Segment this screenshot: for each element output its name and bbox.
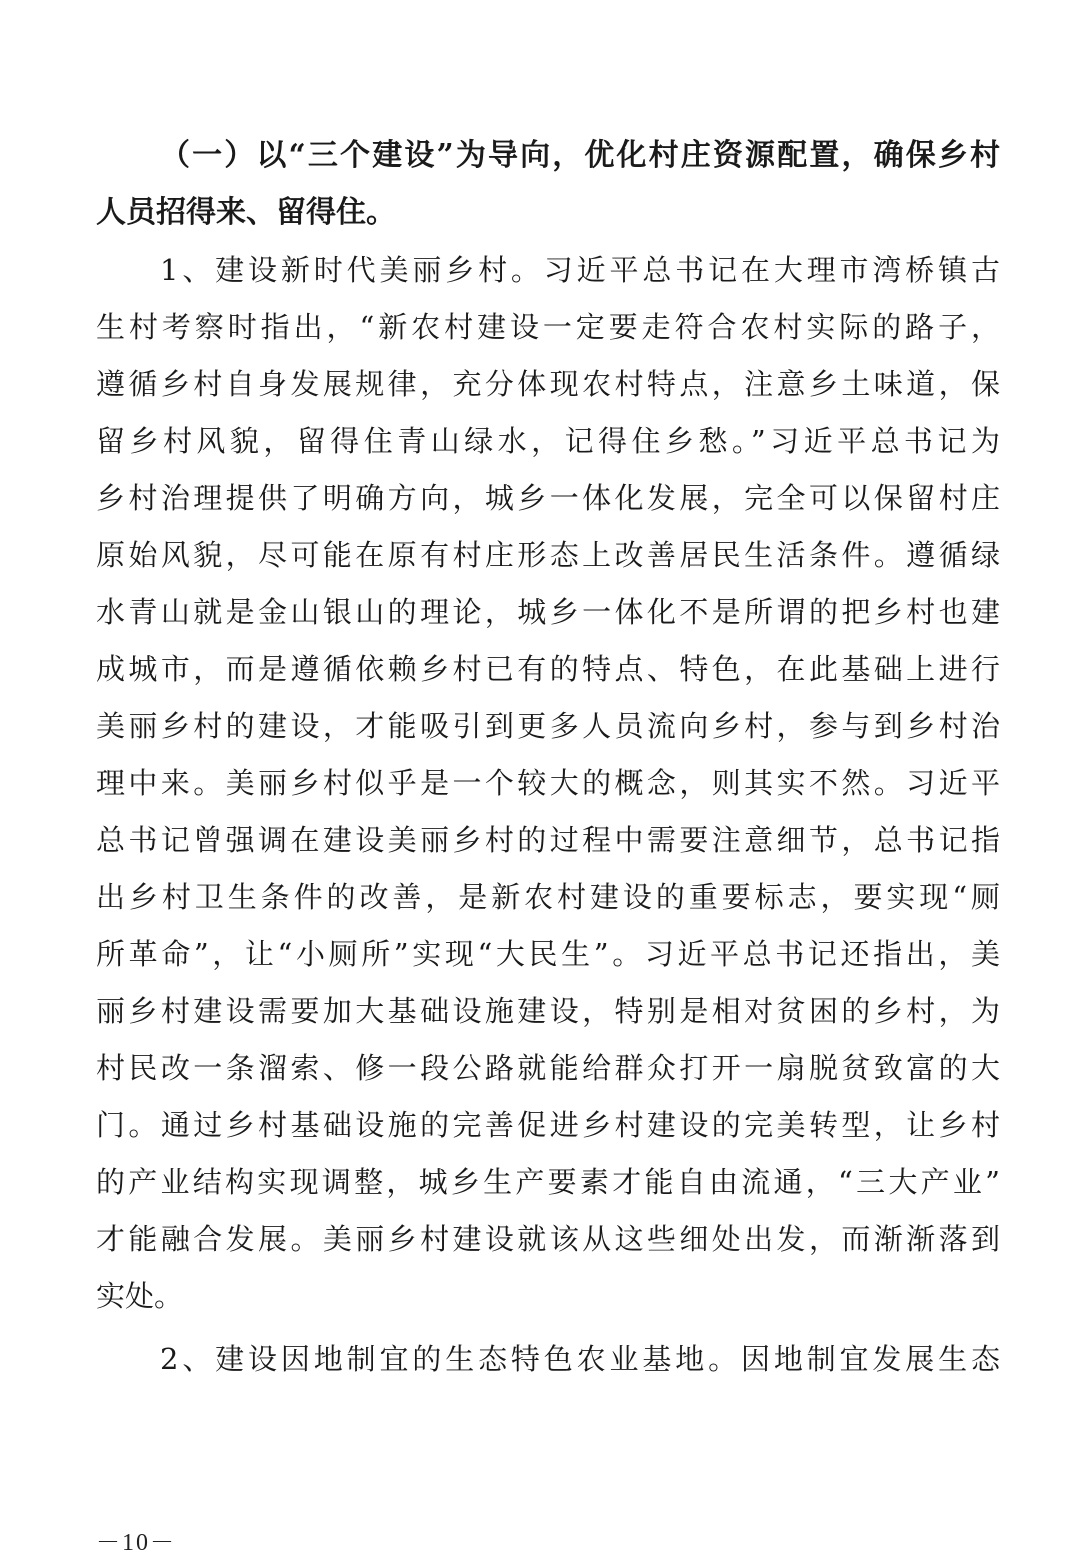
- paragraph-1-line-8: 成城市，而是遵循依赖乡村已有的特点、特色，在此基础上进行: [96, 652, 1000, 686]
- paragraph-1-line-2: 生村考察时指出，“新农村建设一定要走符合农村实际的路子，: [96, 310, 1000, 344]
- paragraph-2-line-1: 2、建设因地制宜的生态特色农业基地。因地制宜发展生态: [160, 1342, 1000, 1376]
- paragraph-1-line-12: 出乡村卫生条件的改善，是新农村建设的重要标志，要实现“厕: [96, 880, 1000, 914]
- paragraph-1-line-11: 总书记曾强调在建设美丽乡村的过程中需要注意细节，总书记指: [96, 823, 1000, 857]
- paragraph-1-line-17: 的产业结构实现调整，城乡生产要素才能自由流通，“三大产业”: [96, 1165, 1000, 1199]
- section-heading-line-1: （一）以“三个建设”为导向，优化村庄资源配置，确保乡村: [160, 138, 1000, 173]
- paragraph-1-line-4: 留乡村风貌，留得住青山绿水，记得住乡愁。”习近平总书记为: [96, 424, 1000, 458]
- paragraph-1-line-15: 村民改一条溜索、修一段公路就能给群众打开一扇脱贫致富的大: [96, 1051, 1000, 1085]
- paragraph-1-line-6: 原始风貌，尽可能在原有村庄形态上改善居民生活条件。遵循绿: [96, 538, 1000, 572]
- paragraph-1-line-18: 才能融合发展。美丽乡村建设就该从这些细处出发，而渐渐落到: [96, 1222, 1000, 1256]
- paragraph-1-line-13: 所革命”，让“小厕所”实现“大民生”。习近平总书记还指出，美: [96, 937, 1000, 971]
- paragraph-1-line-7: 水青山就是金山银山的理论，城乡一体化不是所谓的把乡村也建: [96, 595, 1000, 629]
- paragraph-1-line-10: 理中来。美丽乡村似乎是一个较大的概念，则其实不然。习近平: [96, 766, 1000, 800]
- paragraph-1-line-14: 丽乡村建设需要加大基础设施建设，特别是相对贫困的乡村，为: [96, 994, 1000, 1028]
- paragraph-1-line-1: 1、建设新时代美丽乡村。习近平总书记在大理市湾桥镇古: [160, 253, 1000, 287]
- paragraph-1-line-16: 门。通过乡村基础设施的完善促进乡村建设的完美转型，让乡村: [96, 1108, 1000, 1142]
- page-number: －10－: [96, 1530, 176, 1556]
- section-heading-line-2: 人员招得来、留得住。: [96, 195, 396, 230]
- paragraph-1-line-5: 乡村治理提供了明确方向，城乡一体化发展，完全可以保留村庄: [96, 481, 1000, 515]
- paragraph-1-line-19: 实处。: [96, 1279, 184, 1313]
- paragraph-1-line-9: 美丽乡村的建设，才能吸引到更多人员流向乡村，参与到乡村治: [96, 709, 1000, 743]
- paragraph-1-line-3: 遵循乡村自身发展规律，充分体现农村特点，注意乡土味道，保: [96, 367, 1000, 401]
